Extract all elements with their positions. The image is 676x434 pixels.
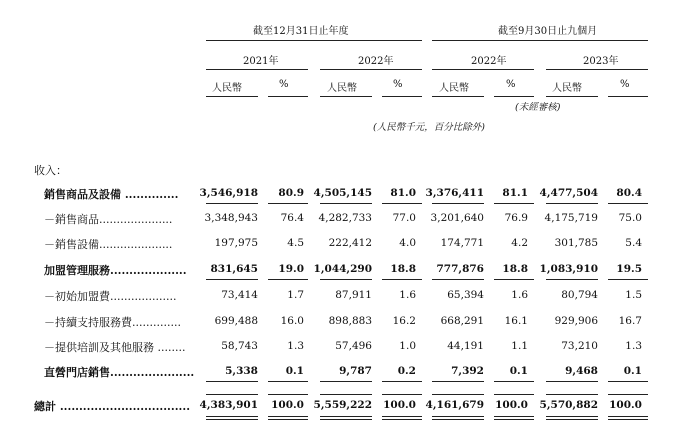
table-cell: 44,191: [447, 340, 484, 352]
total-double-underline: [432, 416, 484, 417]
table-cell: 1.3: [625, 340, 642, 352]
table-cell: 1.1: [511, 340, 528, 352]
col-rmb-1: 人民幣: [212, 83, 242, 94]
subtotal-underline: [320, 381, 372, 382]
col-rule-3: [320, 96, 372, 97]
table-cell: 65,394: [447, 289, 484, 301]
subtotal-underline: [608, 203, 648, 204]
table-cell: 80,794: [561, 289, 598, 301]
table-cell: 3,348,943: [204, 212, 258, 224]
table-cell: 4,161,679: [425, 399, 484, 411]
subtotal-underline: [206, 203, 258, 204]
table-cell: 16.2: [392, 315, 416, 327]
total-double-underline: [206, 416, 258, 417]
table-cell: 668,291: [440, 315, 484, 327]
table-cell: 73,414: [221, 289, 258, 301]
col-rmb-3: 人民幣: [439, 83, 469, 94]
subtotal-underline: [432, 381, 484, 382]
table-cell: 5,559,222: [313, 399, 372, 411]
table-cell: 100.0: [495, 399, 528, 411]
subtotal-underline: [320, 279, 372, 280]
revenue-label: 收入：: [34, 164, 67, 177]
table-cell: 87,911: [335, 289, 372, 301]
table-cell: 19.0: [278, 263, 304, 275]
col-pct-3: %: [506, 79, 516, 90]
total-double-underline: [382, 416, 422, 417]
subtotal-underline: [432, 279, 484, 280]
year-rule-3: [432, 69, 534, 70]
col-pct-4: %: [620, 79, 630, 90]
year-rule-2: [320, 69, 422, 70]
table-cell: 100.0: [271, 399, 304, 411]
total-double-underline: [494, 419, 534, 420]
col-rule-6: [494, 96, 534, 97]
period-full-year-rule: [206, 40, 422, 41]
total-double-underline: [608, 416, 648, 417]
col-pct-2: %: [393, 79, 403, 90]
total-double-underline: [432, 419, 484, 420]
subtotal-underline: [546, 203, 598, 204]
year-2023-nine-months-header: 2023年: [583, 56, 619, 67]
subtotal-underline: [608, 381, 648, 382]
total-double-underline: [268, 419, 308, 420]
total-top-rule: [382, 394, 422, 395]
table-cell: 9,468: [565, 365, 598, 377]
table-cell: 16.0: [280, 315, 304, 327]
period-full-year-header: 截至12月31日止年度: [253, 26, 349, 37]
table-cell: 1,083,910: [539, 263, 598, 275]
table-cell: 0.2: [397, 365, 416, 377]
table-cell: 1.7: [287, 289, 304, 301]
table-cell: 100.0: [383, 399, 416, 411]
table-cell: 76.9: [504, 212, 528, 224]
table-cell: 197,975: [214, 237, 258, 249]
table-cell: 4.2: [511, 237, 528, 249]
period-nine-months-rule: [432, 40, 648, 41]
row-label: －初始加盟費...................: [44, 290, 177, 303]
table-cell: 3,201,640: [430, 212, 484, 224]
col-rule-7: [546, 96, 598, 97]
row-label: 直營門店銷售......................: [44, 366, 195, 379]
subtotal-underline: [268, 279, 308, 280]
unaudited-note: (未經審核): [515, 102, 561, 113]
subtotal-underline: [206, 279, 258, 280]
table-cell: 16.1: [504, 315, 528, 327]
total-double-underline: [494, 416, 534, 417]
table-cell: 9,787: [339, 365, 372, 377]
table-cell: 1.0: [399, 340, 416, 352]
subtotal-underline: [494, 381, 534, 382]
table-cell: 73,210: [561, 340, 598, 352]
table-cell: 4,282,733: [318, 212, 372, 224]
year-rule-1: [206, 69, 308, 70]
table-cell: 5.4: [625, 237, 642, 249]
table-cell: 4.0: [399, 237, 416, 249]
row-label: －銷售商品.....................: [44, 213, 173, 226]
subtotal-underline: [268, 381, 308, 382]
table-cell: 1.3: [287, 340, 304, 352]
subtotal-underline: [494, 279, 534, 280]
row-label: 加盟管理服務....................: [44, 264, 187, 277]
total-top-rule: [546, 394, 598, 395]
total-top-rule: [206, 394, 258, 395]
col-rmb-2: 人民幣: [327, 83, 357, 94]
table-cell: 1.6: [399, 289, 416, 301]
table-cell: 7,392: [451, 365, 484, 377]
table-cell: 699,488: [214, 315, 258, 327]
total-double-underline: [546, 419, 598, 420]
subtotal-underline: [206, 381, 258, 382]
table-cell: 75.0: [618, 212, 642, 224]
table-cell: 4,175,719: [544, 212, 598, 224]
total-top-rule: [494, 394, 534, 395]
table-cell: 19.5: [616, 263, 642, 275]
table-cell: 4,505,145: [313, 187, 372, 199]
row-label: －持續支持服務費..............: [44, 316, 181, 329]
col-rule-2: [268, 96, 308, 97]
total-top-rule: [268, 394, 308, 395]
table-cell: 4,477,504: [539, 187, 598, 199]
table-cell: 898,883: [328, 315, 372, 327]
table-cell: 0.1: [285, 365, 304, 377]
total-top-rule: [608, 394, 648, 395]
row-label: －提供培訓及其他服務 ........: [44, 341, 186, 354]
total-double-underline: [320, 416, 372, 417]
total-top-rule: [320, 394, 372, 395]
col-rule-1: [206, 96, 258, 97]
col-pct-1: %: [279, 79, 289, 90]
table-cell: 222,412: [328, 237, 372, 249]
table-cell: 4.5: [287, 237, 304, 249]
table-cell: 18.8: [390, 263, 416, 275]
col-rule-8: [608, 96, 648, 97]
table-cell: 1.6: [511, 289, 528, 301]
subtotal-underline: [546, 381, 598, 382]
table-cell: 0.1: [623, 365, 642, 377]
table-cell: 5,338: [225, 365, 258, 377]
col-rmb-4: 人民幣: [552, 83, 582, 94]
total-double-underline: [546, 416, 598, 417]
table-cell: 929,906: [554, 315, 598, 327]
table-cell: 76.4: [280, 212, 304, 224]
unit-note: (人民幣千元，百分比除外): [373, 122, 485, 133]
col-rule-5: [432, 96, 484, 97]
table-cell: 16.7: [618, 315, 642, 327]
total-double-underline: [382, 419, 422, 420]
subtotal-underline: [432, 203, 484, 204]
table-cell: 80.4: [616, 187, 642, 199]
subtotal-underline: [546, 279, 598, 280]
total-double-underline: [268, 416, 308, 417]
table-cell: 831,645: [210, 263, 258, 275]
row-label: 銷售商品及設備 ..............: [44, 188, 179, 201]
year-2021-header: 2021年: [243, 56, 279, 67]
table-cell: 777,876: [436, 263, 484, 275]
year-2022-header: 2022年: [358, 56, 394, 67]
table-cell: 57,496: [335, 340, 372, 352]
table-cell: 174,771: [440, 237, 484, 249]
table-cell: 3,546,918: [199, 187, 258, 199]
total-double-underline: [320, 419, 372, 420]
table-cell: 81.0: [390, 187, 416, 199]
row-label: 總計 ..................................: [34, 400, 191, 413]
subtotal-underline: [382, 381, 422, 382]
subtotal-underline: [320, 203, 372, 204]
col-rule-4: [382, 96, 422, 97]
table-cell: 4,383,901: [199, 399, 258, 411]
table-cell: 1,044,290: [313, 263, 372, 275]
table-cell: 1.5: [625, 289, 642, 301]
year-rule-4: [546, 69, 648, 70]
table-cell: 18.8: [502, 263, 528, 275]
row-label: －銷售設備.....................: [44, 238, 173, 251]
table-cell: 77.0: [392, 212, 416, 224]
year-2022-nine-months-header: 2022年: [471, 56, 507, 67]
table-cell: 81.1: [502, 187, 528, 199]
table-cell: 0.1: [509, 365, 528, 377]
subtotal-underline: [608, 279, 648, 280]
subtotal-underline: [268, 203, 308, 204]
table-cell: 58,743: [221, 340, 258, 352]
subtotal-underline: [382, 203, 422, 204]
table-cell: 3,376,411: [425, 187, 484, 199]
period-nine-months-header: 截至9月30日止九個月: [498, 26, 598, 37]
total-double-underline: [206, 419, 258, 420]
table-cell: 80.9: [278, 187, 304, 199]
total-double-underline: [608, 419, 648, 420]
table-cell: 5,570,882: [539, 399, 598, 411]
subtotal-underline: [382, 279, 422, 280]
table-cell: 100.0: [609, 399, 642, 411]
subtotal-underline: [494, 203, 534, 204]
table-cell: 301,785: [554, 237, 598, 249]
total-top-rule: [432, 394, 484, 395]
